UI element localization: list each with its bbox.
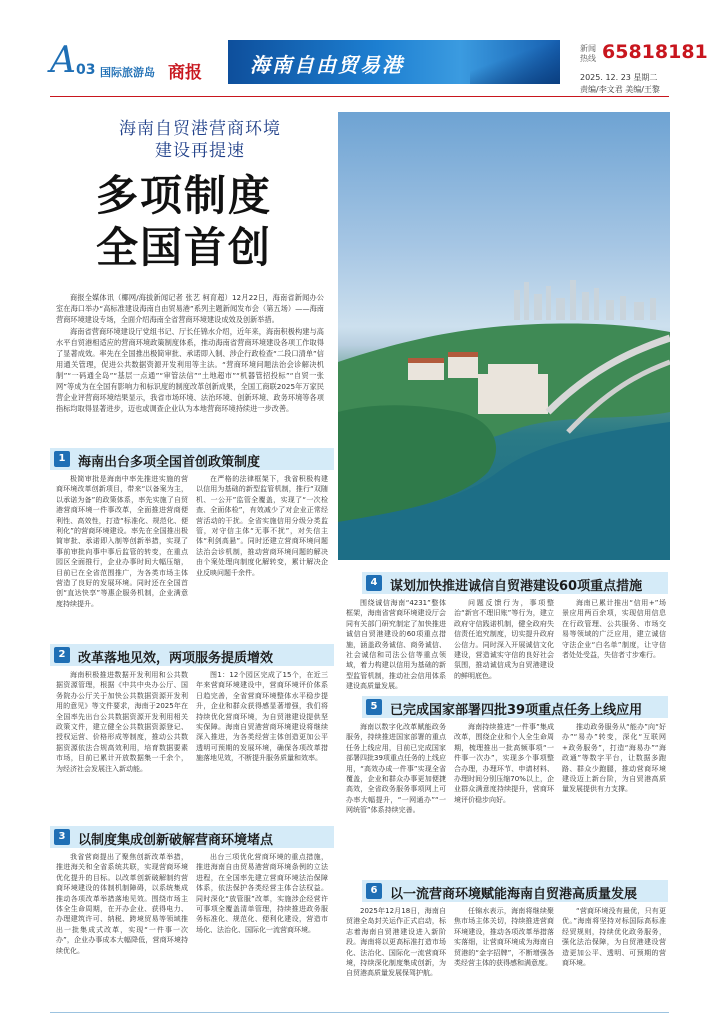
text-column [562, 598, 666, 698]
body-paragraph: 任锦水表示，海南将继续聚焦市场主体关切，持续推进营商环境建设，推动各项改革举措落实落细，让营商环境成为海南自贸港的“金字招牌”，不断增强各类经营主体的获得感和满意度。 [454, 907, 554, 968]
subtitle-line: 海南自贸港营商环境 [119, 119, 281, 139]
intro-paragraph: 商报全媒体讯（椰网/海拔新闻记者 张艺 柯育超）12月22日，海南省新闻办公室在海口举办“高标准建设海南自由贸易港”系列主题新闻发布会（第五场）——海南营商环境建设专场，全面介绍海南全省营商环境建设成效及创新举措。 [56, 293, 324, 324]
section-number: 6 [366, 883, 382, 899]
text-column [56, 852, 188, 1008]
text-column [196, 474, 328, 640]
section-title: 已完成国家部署四批39项重点任务上线应用 [390, 703, 643, 718]
text-column [346, 598, 446, 698]
footer-divider [50, 1012, 669, 1013]
column-banner [228, 40, 560, 84]
body-paragraph: 问题反馈行为，事项整治“新官不理旧账”等行为，建立政府守信践诺机制，健全政府失信责任追究制度，切实提升政府公信力。同时深入开展诚信文化建设，营造诚实守信的良好社会氛围，推动诚信成为自贸港建设的鲜明底色。 [454, 599, 554, 680]
hotline-label: 新闻热线 [580, 44, 596, 63]
page-number: 03 [76, 62, 96, 78]
coastline-illustration [338, 112, 670, 560]
text-column [454, 598, 554, 698]
body-paragraph: 海南积极推进数据开发利用和公共数据资源管理，根据《中共中央办公厅、国务院办公厅关于加快公共数据资源开发利用的意见》等文件要求，海南于2025年在全国率先出台公共数据资源开发利用相关政策文件，建立健全公共数据资源登记、授权运营、价格形成等制度，推动公共数据资源依法合规高效利用，培育数据要素市场，目前已累计开放数据集一千余个，为经济社会发展注入新动能。 [56, 671, 188, 773]
text-column [346, 906, 446, 1008]
editor-credits: 责编/李文君 美编/王黎 [580, 85, 660, 94]
publication-name: 国际旅游岛 [100, 66, 155, 79]
text-column [562, 906, 666, 1008]
hero-photo [338, 112, 670, 560]
text-column [196, 670, 328, 818]
article-subtitle [80, 118, 320, 162]
section-header-5 [362, 696, 668, 718]
intro-paragraph: 海南省营商环境建设厅党组书记、厅长任锦水介绍，近年来，海南积极构建与高水平自贸港相适应的营商环境政策制度体系，推动海南省营商环境建设各项工作取得了显著成效。率先在全国推出极简审批、承诺即入制、涉企行政检查“二段口清单”信用通关管理，促进公共数据资源开发利用等主法。“营商环境问题法治会诊解决机制”“一码通全岛”“基层一点通”“审管法信”“土地超市”“机器管招投标”“自贸一张网”等成为在全国有影响力和标识度的制度改革创新成果，全国工商联2025年万家民营企业评营商环境结果显示，我省市场环境、法治环境、创新环境、政务环境等各项指标均取得显著进步，迈也或调查企业认为本地营商环境持续进一步改善。 [56, 327, 324, 413]
publication-brand: 商报 [168, 63, 202, 83]
body-paragraph: 围绕诚信海南“4231”整体框架，海南省营商环境建设厅会同有关部门研究制定了加快推进诚信自贸港建设的60项重点措施，涵盖政务诚信、商务诚信、社会诚信和司法公信等重点领域，着力构建以信用为基础的新型监管机制，推动社会信用体系建设高质量发展。 [346, 599, 446, 691]
page-letter: A [50, 40, 76, 81]
section-header-3 [50, 826, 334, 848]
section-title: 海南出台多项全国首创政策制度 [78, 455, 261, 470]
section-number: 2 [54, 647, 70, 663]
section-header-1 [50, 448, 334, 470]
header-divider [50, 96, 669, 97]
body-paragraph: 海南以数字化改革赋能政务服务，持续推进国家部署的重点任务上线应用，目前已完成国家部署四批39项重点任务的上线应用，“高效办成一件事”实现全省覆盖，企业和群众办事更加便捷高效，全省政务服务事项网上可办率大幅提升，“一网通办”“一网统管”体系持续完善。 [346, 723, 446, 815]
section-title: 以一流营商环境赋能海南自贸港高质量发展 [390, 887, 638, 902]
body-paragraph: “营商环境没有最优，只有更优。”海南将坚持对标国际高标准经贸规则，持续优化政务服务，强化法治保障，为自贸港建设营造更加公平、透明、可预期的营商环境。 [562, 907, 666, 968]
section-title: 改革落地见效，两项服务提质增效 [78, 651, 274, 666]
body-paragraph: 出台三项优化营商环境的重点措施，推进海南自由贸易港营商环境条例的立法进程，在全国率先建立营商环境法治保障体系，依法保护各类经营主体合法权益。同时深化“放管服”改革，实施涉企经营许可事项全覆盖清单管理，持续推进政务服务标准化、规范化、便利化建设，营造市场化、法治化、国际化一流营商环境。 [196, 853, 328, 934]
body-paragraph: 海南已累计推出“信用+”场景应用两百余项，实现信用信息在行政管理、公共服务、市场交易等领域的广泛应用，建立诚信守法企业“白名单”制度，让守信者处处受益，失信者寸步难行。 [562, 599, 666, 660]
text-column [196, 852, 328, 1008]
body-paragraph: 极简审批是海南中率先推进实施的营商环境改革创新项目，带来“以备案为主，以承诺为备”的政策体系，率先实施了自贸港营商环境一件事改革，全面推进营商便利性、高效性，打造“标准化、规范化、便利化”的营商环境建设。率先在全国推出极简审批、承诺即入制等创新举措，实现了事前审批向事中事后监管的转变，在重点园区全面推行，企业办事时间大幅压缩，目前已在全省范围推广，为各类市场主体营造了良好的发展环境。同时还在全国首创“直达快享”等惠企服务机制，企业满意度持续提升。 [56, 475, 188, 608]
body-paragraph: 我省营商提出了聚焦创新改革举措，推进海关和全省系统共联，实现营商环境优化提升的目标。以改革创新破解制约营商环境建设的体制机制障碍，以系统集成推动各项改革举措落地见效。围绕市场主体全生命周期，在开办企业、获得电力、办理建筑许可、纳税、跨境贸易等领域推出一批集成式改革，实现“一件事一次办”，企业办事成本大幅降低，营商环境持续优化。 [56, 853, 188, 955]
text-column [56, 670, 188, 818]
hotline-number: 65818181 [602, 41, 708, 63]
section-number: 5 [366, 699, 382, 715]
text-column [562, 722, 666, 876]
subtitle-line: 建设再提速 [155, 141, 245, 161]
section-number: 3 [54, 829, 70, 845]
section-number: 1 [54, 451, 70, 467]
body-paragraph: 在严格的法律框架下，我省积极构建以信用为基础的新型监管机制，推行“双随机、一公开”监管全覆盖，实现了“一次检查、全面体检”，有效减少了对企业正常经营活动的干扰。全省实施信用分级分类监管，对守信主体“无事不扰”，对失信主体“利剑高悬”。同时还建立营商环境问题法治会诊机制，推动营商环境问题的解决由个案处理向制度化解转变，累计解决企业反映问题千余件。 [196, 475, 328, 577]
section-header-6 [362, 880, 668, 902]
issue-date: 2025. 12. 23 星期二 [580, 73, 658, 82]
section-header-2 [50, 644, 334, 666]
page-header [0, 0, 719, 108]
section-title: 以制度集成创新破解营商环境堵点 [78, 833, 274, 848]
text-column [56, 474, 188, 640]
body-paragraph: 推动政务服务从“能办”向“好办”“易办”转变，深化“互联网+政务服务”，打造“海易办”“海政通”等数字平台，让数据多跑路、群众少跑腿，推动营商环境建设迈上新台阶，为自贸港高质量发展提供有力支撑。 [562, 723, 666, 794]
body-paragraph: 图1：12个园区完成了15个，在近三年来营商环境建设中，营商环境评价体系日趋完善，全省营商环境整体水平稳步提升，企业和群众获得感显著增强，我们将持续优化营商环境，为自贸港建设提供坚实保障。海南自贸港营商环境建设将继续深入推进，为各类经营主体创造更加公平透明可预期的发展环境，确保各项改革措施落地见效，不断提升服务质量和效率。 [196, 671, 328, 763]
text-column [454, 906, 554, 1008]
article-intro [56, 292, 324, 415]
text-column [454, 722, 554, 876]
section-title: 谋划加快推进诚信自贸港建设60项重点措施 [390, 579, 643, 594]
text-column [346, 722, 446, 876]
section-number: 4 [366, 575, 382, 591]
body-paragraph: 海南持续推进“一件事”集成改革，围绕企业和个人全生命周期，梳理推出一批高频事项“一件事一次办”，实现多个事项整合办理，办理环节、申请材料、办理时间分别压缩70%以上，企业群众满意度持续提升，营商环境评价稳步向好。 [454, 723, 554, 804]
headline-line: 多项制度 [96, 171, 273, 220]
headline-line: 全国首创 [96, 223, 273, 272]
section-header-4 [362, 572, 668, 594]
article-headline [96, 170, 336, 274]
body-paragraph: 2025年12月18日，海南自贸港全岛封关运作正式启动，标志着海南自贸港建设进入新阶段。海南将以更高标准打造市场化、法治化、国际化一流营商环境，持续深化制度集成创新，为自贸港高质量发展保驾护航。 [346, 907, 446, 978]
banner-title: 海南自由贸易港 [250, 53, 404, 77]
